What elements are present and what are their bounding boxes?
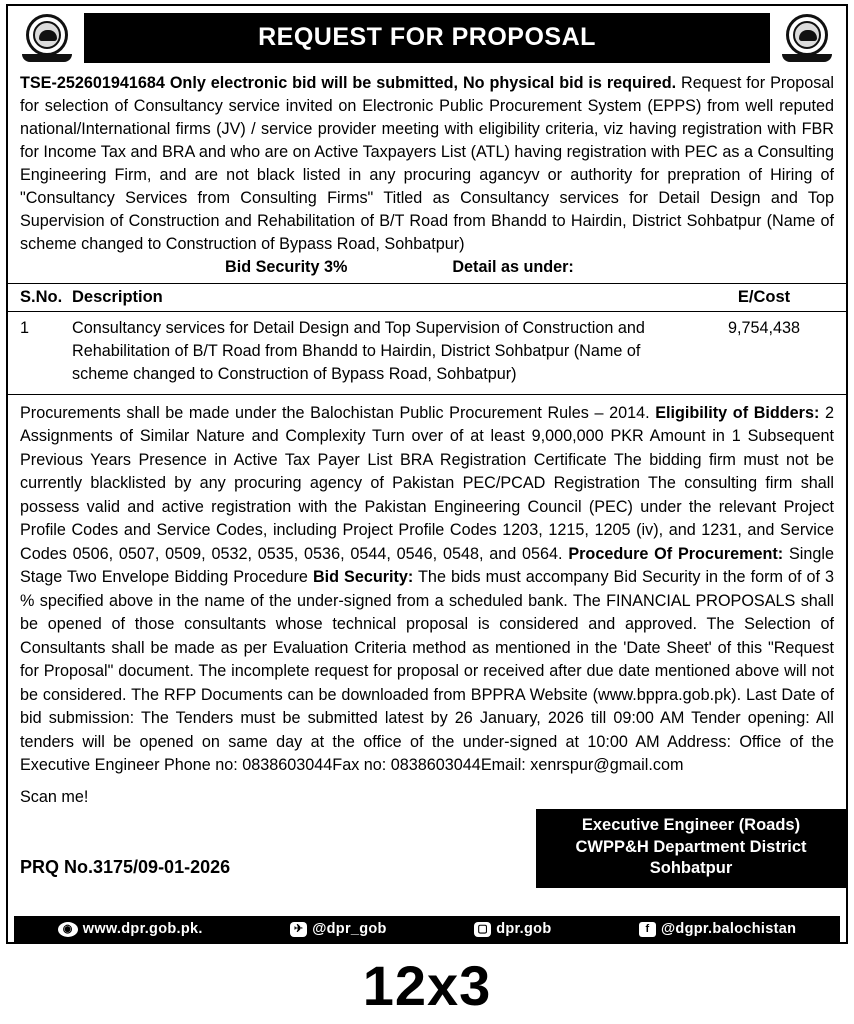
footer-social-bar [14,916,840,942]
column-header-sno: S.No. [20,288,63,306]
cell-cost: 9,754,438 [727,319,800,337]
prq-number: PRQ No.3175/09-01-2026 [20,856,231,877]
detail-label: Detail as under: [452,258,574,276]
table-header-row [8,283,846,312]
terms-intro: Procurements shall be made under the Balochistan Public Procurement Rules – 2014. [20,404,656,422]
bid-security-text: The bids must accompany Bid Security in the form of of 3 % specified above in the name of the under-signed from a scheduled bank. The FINANCIAL PROPOSALS shall be opened of those consultants whose technical proposal is considered and approved. The Selection of Consultants shall be made as per Evaluation Criteria method as mentioned in the 'Date Sheet' of this "Request for Proposal" document. The incomplete request for proposal or received after due date mentioned above will not be considered. The RFP Documents can be downloaded from BPPRA Website (www.bppra.gob.pk). Last Date of bid submission: The Tenders must be submitted latest by 26 January, 2026 till 09:00 AM Tender opening: All tenders will be opened on same day at the office of the under-signed at 10:00 AM Address: Office of the Executive Engineer Phone no: 0838603044Fax no: 0838603044Email: xenrspur@gmail.com [20,568,834,775]
footer-website-label: www.dpr.gob.pk. [82,921,203,937]
intro-paragraph [8,68,846,258]
tender-notice [6,4,848,944]
terms-paragraph [8,395,846,782]
procedure-text: Single Stage Two Envelope Bidding Procedure [20,544,834,587]
globe-icon: ◉ [58,922,78,937]
page-title: REQUEST FOR PROPOSAL [84,13,770,63]
cell-sno: 1 [20,319,30,337]
cell-description: Consultancy services for Detail Design and Top Supervision of Construction and Rehabilitation of B/T Road from Bhandd to Hairdin, District Sohbatpur (Name of scheme changed to Construction of Bypass Road, Sohbatpur) [72,319,645,383]
signature-line-1: Executive Engineer (Roads) [581,815,801,834]
footer-facebook[interactable] [639,921,796,937]
footer-website[interactable] [58,921,203,937]
tender-reference: TSE-252601941684 Only electronic bid will be submitted, No physical bid is required. [20,74,677,92]
footer-facebook-label: @dgpr.balochistan [660,921,797,937]
size-mark: 12x3 [362,954,492,1017]
govt-emblem-icon [18,12,76,64]
bid-security-row [8,258,846,283]
intro-body: Request for Proposal for selection of Consultancy service invited on Electronic Public Procurement System (EPPS) from well reputed national/International firms (JV) / service provider meeting with eligibility criteria, viz having registration with FBR for Income Tax and BRA and who are on Active Taxpayers List (ATL) having registration with PEC as a Consulting Engineering Firm, and are not black listed in any procuring agancyv or authority for prepration of Hiring of "Consultancy Services from Consulting Firms" Titled as Consultancy services for Detail Design and Top Supervision of Construction and Rehabilitation of B/T Road from Bhandd to Hairdin, District Sohbatpur (Name of scheme changed to Construction of Bypass Road, Sohbatpur) [20,74,834,253]
signature-line-3: Sohbatpur [649,859,733,878]
footer-twitter[interactable] [290,921,387,937]
eligibility-text: 2 Assignments of Similar Nature and Complexity Turn over of at least 9,000,000 PKR Amount in 1 Subsequent Previous Years Presence in Active Tax Payer List BRA Registration Certificate The bidding firm must not be currently blacklisted by any procuring agency of Pakistan PEC/PCAD Registration The consulting firm shall possess valid and active registration with the Pakistan Engineering Council (PEC) under the relevant Project Profile Codes and Service Codes, including Project Profile Codes 1203, 1215, 1205 (iv), and 1231, and Service Codes 0506, 0507, 0509, 0532, 0535, 0536, 0544, 0546, 0548, and 0564. [20,404,834,563]
bid-security-heading: Bid Security: [312,568,414,587]
column-header-description: Description [72,288,163,306]
signature-area [8,809,846,891]
eligibility-heading: Eligibility of Bidders: [655,404,820,422]
procedure-heading: Procedure Of Procurement: [568,544,784,563]
footer-instagram-label: dpr.gob [496,921,552,937]
signature-line-2: CWPP&H Department District [575,837,807,856]
footer-twitter-label: @dpr_gob [312,921,387,937]
footer-instagram[interactable] [474,921,551,937]
facebook-icon: f [639,922,656,937]
bid-security-label: Bid Security 3% [225,258,348,276]
column-header-cost: E/Cost [737,288,791,306]
scan-me-text: Scan me! [20,787,89,806]
signature-block [536,809,846,888]
instagram-icon: ▢ [474,922,491,937]
twitter-icon: ✈ [290,922,307,937]
notice-header [8,6,846,68]
table-row [8,312,846,395]
govt-emblem-icon [778,12,836,64]
